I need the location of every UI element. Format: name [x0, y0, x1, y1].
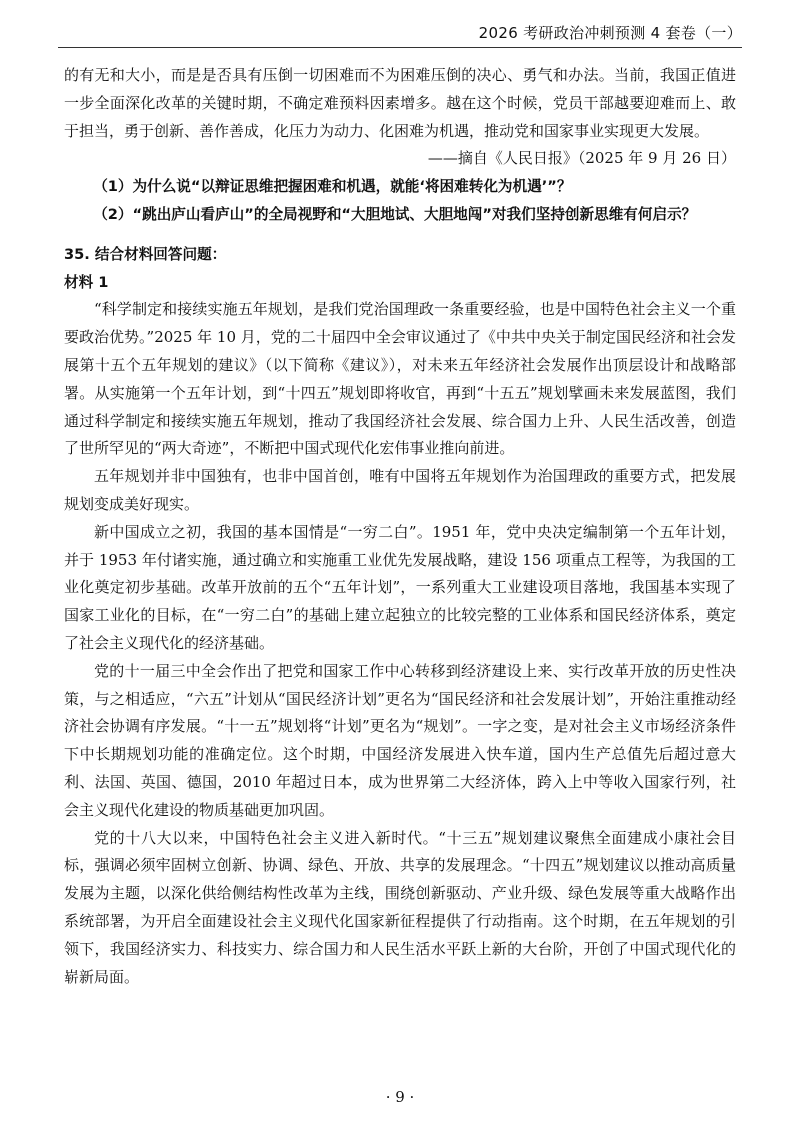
material-paragraph: “科学制定和接续实施五年规划，是我们党治国理政一条重要经验，也是中国特色社会主义一个重要政治优势。”2025 年 10 月，党的二十届四中全会审议通过了《中共中央关于制定国民经济和社会发展第十五个五年规划的建议》（以下简称《建议》），对未来五年经济社会发展作出顶层设计和战略部署。从实施第一个五年计划，到“十四五”规划即将收官，再到“十五五”规划擘画未来发展蓝图，我们通过科学制定和接续实施五年规划，推动了我国经济社会发展、综合国力上升、人民生活改善，创造了世所罕见的“两大奇迹”，不断把中国式现代化宏伟事业推向前进。 — [64, 300, 736, 458]
question-34-2: （2）“跳出庐山看庐山”的全局视野和“大胆地试、大胆地闯”对我们坚持创新思维有何启示？ — [93, 205, 697, 223]
material-paragraph: 党的十八大以来，中国特色社会主义进入新时代。“十三五”规划建议聚焦全面建成小康社会目标，强调必须牢固树立创新、协调、绿色、开放、共享的发展理念。“十四五”规划建议以推动高质量发展为主题，以深化供给侧结构性改革为主线，围绕创新驱动、产业升级、绿色发展等重大战略作出系统部署，为开启全面建设社会主义现代化国家新征程提供了行动指南。这个时期，在五年规划的引领下，我国经济实力、科技实力、综合国力和人民生活水平跃上新的大台阶，开创了中国式现代化的崭新局面。 — [64, 828, 736, 986]
material-paragraph: 党的十一届三中全会作出了把党和国家工作中心转移到经济建设上来、实行改革开放的历史性决策，与之相适应，“六五”计划从“国民经济计划”更名为“国民经济和社会发展计划”，开始注重推动经济社会协调有序发展。“十一五”规划将“计划”更名为“规划”。一字之变，是对社会主义市场经济条件下中长期规划功能的准确定位。这个时期，中国经济发展进入快车道，国内生产总值先后超过意大利、法国、英国、德国，2010 年超过日本，成为世界第二大经济体，跨入上中等收入国家行列，社会主义现代化建设的物质基础更加巩固。 — [64, 661, 736, 819]
page-number: · 9 · — [385, 1088, 415, 1106]
header-divider — [58, 47, 742, 48]
material-paragraph: 五年规划并非中国独有，也非中国首创，唯有中国将五年规划作为治国理政的重要方式，把发展规划变成美好现实。 — [64, 467, 736, 513]
page-content — [64, 62, 736, 991]
continued-paragraph: 的有无和大小，而是是否具有压倒一切困难而不为困难压倒的决心、勇气和办法。当前，我国正值进一步全面深化改革的关键时期，不确定难预料因素增多。越在这个时候，党员干部越要迎难而上、敢于担当，勇于创新、善作善成，化压力为动力、化困难为机遇，推动党和国家事业实现更大发展。 — [64, 66, 736, 140]
question-34-1: （1）为什么说“以辩证思维把握困难和机遇，就能‘将困难转化为机遇’”？ — [93, 178, 572, 196]
material-paragraph: 新中国成立之初，我国的基本国情是“一穷二白”。1951 年，党中央决定编制第一个五年计划，并于 1953 年付诸实施，通过确立和实施重工业优先发展战略，建设 156 项重点工程等，为我国的工业化奠定初步基础。改革开放前的五个“五年计划”，一系列重大工业建设项目落地，我国基本实现了国家工业化的目标，在“一穷二白”的基础上建立起独立的比较完整的工业体系和国民经济体系，奠定了社会主义现代化的经济基础。 — [64, 522, 736, 652]
question-35-title: 35. 结合材料回答问题： — [64, 245, 227, 263]
material-1-title: 材料 1 — [64, 273, 109, 291]
source-citation: ——摘自《人民日报》（2025 年 9 月 26 日） — [427, 149, 736, 168]
page-header-title: 2026 考研政治冲刺预测 4 套卷（一） — [478, 24, 742, 42]
